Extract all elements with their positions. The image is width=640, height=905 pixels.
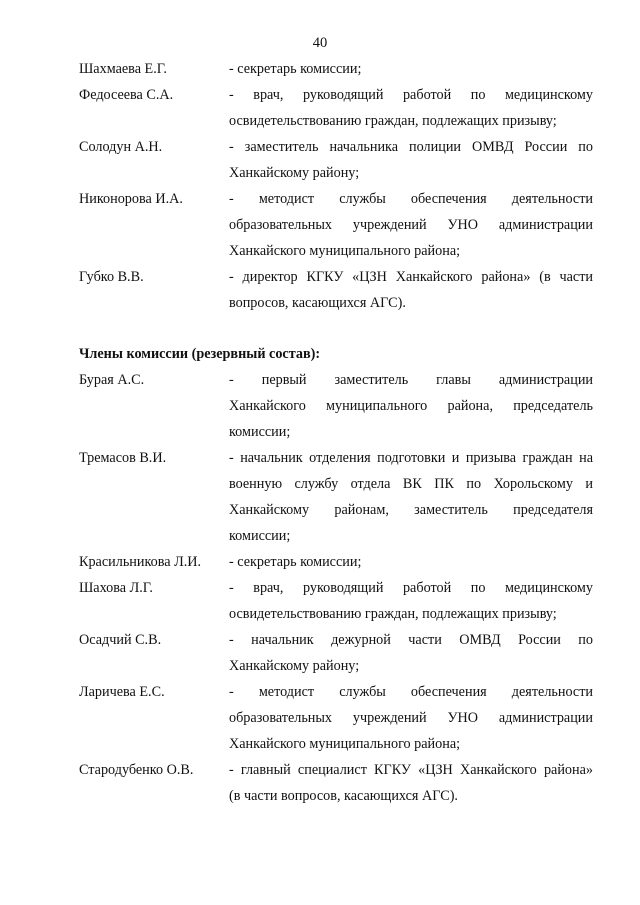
- member-role-line: (в части вопросов, касающихся АГС).: [229, 788, 458, 804]
- member-name: Шахова Л.Г.: [79, 580, 153, 596]
- member-name: Бурая А.С.: [79, 372, 145, 388]
- member-role: [229, 82, 593, 134]
- member-role-line: Ханкайскому районам, заместитель председателя: [229, 502, 593, 518]
- member-row: [0, 264, 640, 316]
- member-row: [0, 367, 640, 445]
- member-role: [229, 367, 593, 445]
- member-role-line: - заместитель начальника полиции ОМВД России по: [229, 139, 593, 155]
- reserve-section-heading: Члены комиссии (резервный состав):: [79, 346, 321, 362]
- member-role-line: Ханкайскому району;: [229, 658, 360, 674]
- member-role-line: - директор КГКУ «ЦЗН Ханкайского района» (в части: [229, 269, 593, 285]
- member-role-line: Ханкайского муниципального района, председатель: [229, 398, 593, 414]
- member-role-line: - начальник дежурной части ОМВД России по: [229, 632, 593, 648]
- member-role-line: - первый заместитель главы администрации: [229, 372, 593, 388]
- member-row: [0, 627, 640, 679]
- member-name: Тремасов В.И.: [79, 450, 167, 466]
- member-row: [0, 186, 640, 264]
- member-role-line: образовательных учреждений УНО администрации: [229, 217, 593, 233]
- member-role: [229, 445, 593, 549]
- member-role-line: освидетельствованию граждан, подлежащих призыву;: [229, 606, 557, 622]
- member-role-line: - методист службы обеспечения деятельности: [229, 191, 593, 207]
- member-role: [229, 134, 593, 186]
- commission-members-list: [0, 56, 640, 316]
- member-role: [229, 264, 593, 316]
- member-name: Ларичева Е.С.: [79, 684, 165, 700]
- member-role: [229, 549, 593, 575]
- member-name: Красильникова Л.И.: [79, 554, 202, 570]
- member-row: [0, 134, 640, 186]
- member-role-line: комиссии;: [229, 424, 291, 440]
- member-role-line: Ханкайского муниципального района;: [229, 243, 461, 259]
- member-role-line: Ханкайскому району;: [229, 165, 360, 181]
- member-role-line: - главный специалист КГКУ «ЦЗН Ханкайского района»: [229, 762, 593, 778]
- member-role-line: комиссии;: [229, 528, 291, 544]
- member-name: Шахмаева Е.Г.: [79, 61, 167, 77]
- reserve-members-list: [0, 367, 640, 809]
- member-role: [229, 575, 593, 627]
- member-row: [0, 575, 640, 627]
- member-role: [229, 627, 593, 679]
- member-role-line: - секретарь комиссии;: [229, 554, 362, 570]
- member-name: Никонорова И.А.: [79, 191, 183, 207]
- member-role: [229, 679, 593, 757]
- member-role-line: образовательных учреждений УНО администрации: [229, 710, 593, 726]
- member-row: [0, 549, 640, 575]
- member-row: [0, 56, 640, 82]
- member-role: [229, 56, 593, 82]
- member-role-line: Ханкайского муниципального района;: [229, 736, 461, 752]
- member-role-line: освидетельствованию граждан, подлежащих призыву;: [229, 113, 557, 129]
- member-name: Федосеева С.А.: [79, 87, 174, 103]
- member-name: Солодун А.Н.: [79, 139, 163, 155]
- member-name: Губко В.В.: [79, 269, 144, 285]
- member-role-line: - методист службы обеспечения деятельности: [229, 684, 593, 700]
- member-role: [229, 757, 593, 809]
- member-role-line: военную службу отдела ВК ПК по Хорольскому и: [229, 476, 593, 492]
- member-name: Осадчий С.В.: [79, 632, 162, 648]
- member-row: [0, 757, 640, 809]
- member-role-line: - врач, руководящий работой по медицинскому: [229, 87, 593, 103]
- member-row: [0, 679, 640, 757]
- member-role-line: - начальник отделения подготовки и призыва граждан на: [229, 450, 593, 466]
- page-number: 40: [312, 35, 328, 51]
- member-row: [0, 445, 640, 549]
- member-role: [229, 186, 593, 264]
- member-role-line: - секретарь комиссии;: [229, 61, 362, 77]
- member-row: [0, 82, 640, 134]
- member-name: Стародубенко О.В.: [79, 762, 194, 778]
- member-role-line: вопросов, касающихся АГС).: [229, 295, 406, 311]
- member-role-line: - врач, руководящий работой по медицинскому: [229, 580, 593, 596]
